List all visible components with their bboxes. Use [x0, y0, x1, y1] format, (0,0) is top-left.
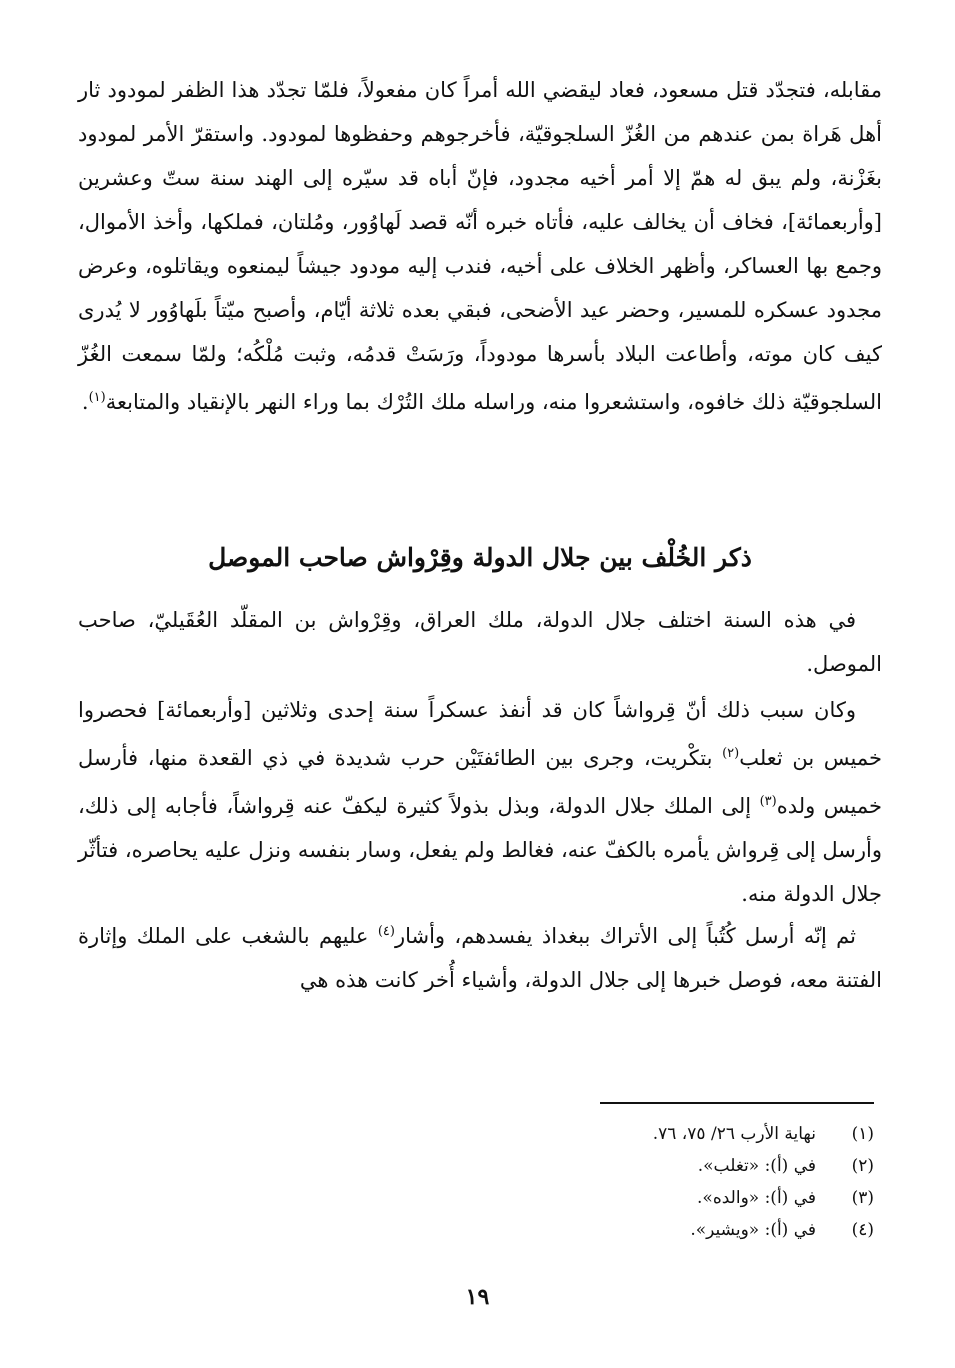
footnote-ref-3: (٣) [759, 794, 777, 809]
footnotes-list [400, 1118, 874, 1246]
paragraph-3-text-c: إلى الملك جلال الدولة، وبذل بذولاً كثيرة ليكفّ عنه قِرواشاً، فأجابه إلى ذلك، وأرسل إلى قِرواش يأمره بالكفّ عنه، فغالط ولم يفعل، وسار بنفسه ونزل عليه يحاصره، فتأثّر جلال الدولة منه. [78, 794, 882, 906]
paragraph-4 [78, 910, 882, 1002]
paragraph-4-text-a: ثم إنّه أرسل كُتُباً إلى الأتراك ببغداذ يفسدهم، وأشار [394, 924, 856, 948]
footnote-1-number: (١) [851, 1124, 874, 1144]
footnote-2 [400, 1150, 874, 1182]
section-heading: ذكر الخُلْف بين جلال الدولة وقِرْواش صاحب الموصل [208, 543, 752, 572]
paragraph-1 [78, 68, 882, 424]
footnote-ref-2: (٢) [722, 746, 740, 761]
paragraph-2: في هذه السنة اختلف جلال الدولة، ملك العراق، وقِرْواش بن المقلّد العُقَيليّ، صاحب الموصل. [78, 608, 882, 676]
paragraph-1-text: مقابله، فتجدّد قتل مسعود، فعاد ليقضي الله أمراً كان مفعولاً، فلمّا تجدّد هذا الظفر لمودود ثار أهل هَراة بمن عندهم من الغُزّ السلجوقيّة، فأخرجوهم وحفظوها لمودود. واستقرّ الأمر لمودود بغَزْنة، ولم يبق له همّ إلا أمر أخيه مجدود، فإنّ أباه قد سيّره إلى الهند سنة ستّ وعشرين [وأربعمائة]، فخاف أن يخالف عليه، فأتاه خبره أنّه قصد لَهاوُور، ومُلتان، فملكها، وأخذ الأموال، وجمع بها العساكر، وأظهر الخلاف على أخيه، فندب إليه مودود جيشاً ليمنعوه ويقاتلوه، وعرض مجدود عسكره للمسير، وحضر عيد الأضحى، فبقي بعده ثلاثة أيّام، وأصبح ميّتاً بلَهاوُور لا يُدرى كيف كان موته، وأطاعت البلاد بأسرها مودوداً، ورَسَتْ قدمُه، وثبت مُلْكُه؛ ولمّا سمعت الغُزّ السلجوقيّة ذلك خافوه، واستشعروا منه، وراسله ملك التُرْك بما وراء النهر بالإنقياد والمتابعة [78, 78, 882, 414]
footnote-3-text: في (أ): «والده». [697, 1188, 816, 1208]
paragraph-3 [78, 688, 882, 916]
paragraph-3-text-a: وكان سبب ذلك أنّ قِرواشاً كان قد أنفذ عسكراً سنة إحدى وثلاثين [وأربعمائة] فحصروا خميس بن ثعلب [78, 698, 882, 770]
footnote-4-number: (٤) [851, 1220, 874, 1240]
footnote-3-number: (٣) [851, 1188, 874, 1208]
footnote-4-text: في (أ): «ويشير». [690, 1220, 816, 1240]
footnote-1 [400, 1118, 874, 1150]
footnote-3 [400, 1182, 874, 1214]
paragraph-1-end: . [81, 390, 89, 414]
page-number: ١٩ [465, 1284, 490, 1310]
footnote-divider [600, 1102, 874, 1104]
footnote-2-text: في (أ): «تغلب». [697, 1156, 816, 1176]
footnote-1-text: نهاية الأرب ٢٦/ ٧٥، ٧٦. [652, 1124, 816, 1144]
footnote-ref-1: (١) [88, 390, 106, 405]
paragraph-3-text-b: بتكْريت، وجرى بين الطائفتَيْن حرب شديدة في ذي القعدة منها، فأرسل خميس ولده [78, 746, 882, 818]
footnote-4 [400, 1214, 874, 1246]
footnote-2-number: (٢) [851, 1156, 874, 1176]
footnote-ref-4: (٤) [377, 924, 395, 939]
paragraph-4-text-b: عليهم بالشغب على الملك وإثارة الفتنة معه، فوصل خبرها إلى جلال الدولة، وأشياء أُخر كانت هذه هي [78, 924, 882, 992]
